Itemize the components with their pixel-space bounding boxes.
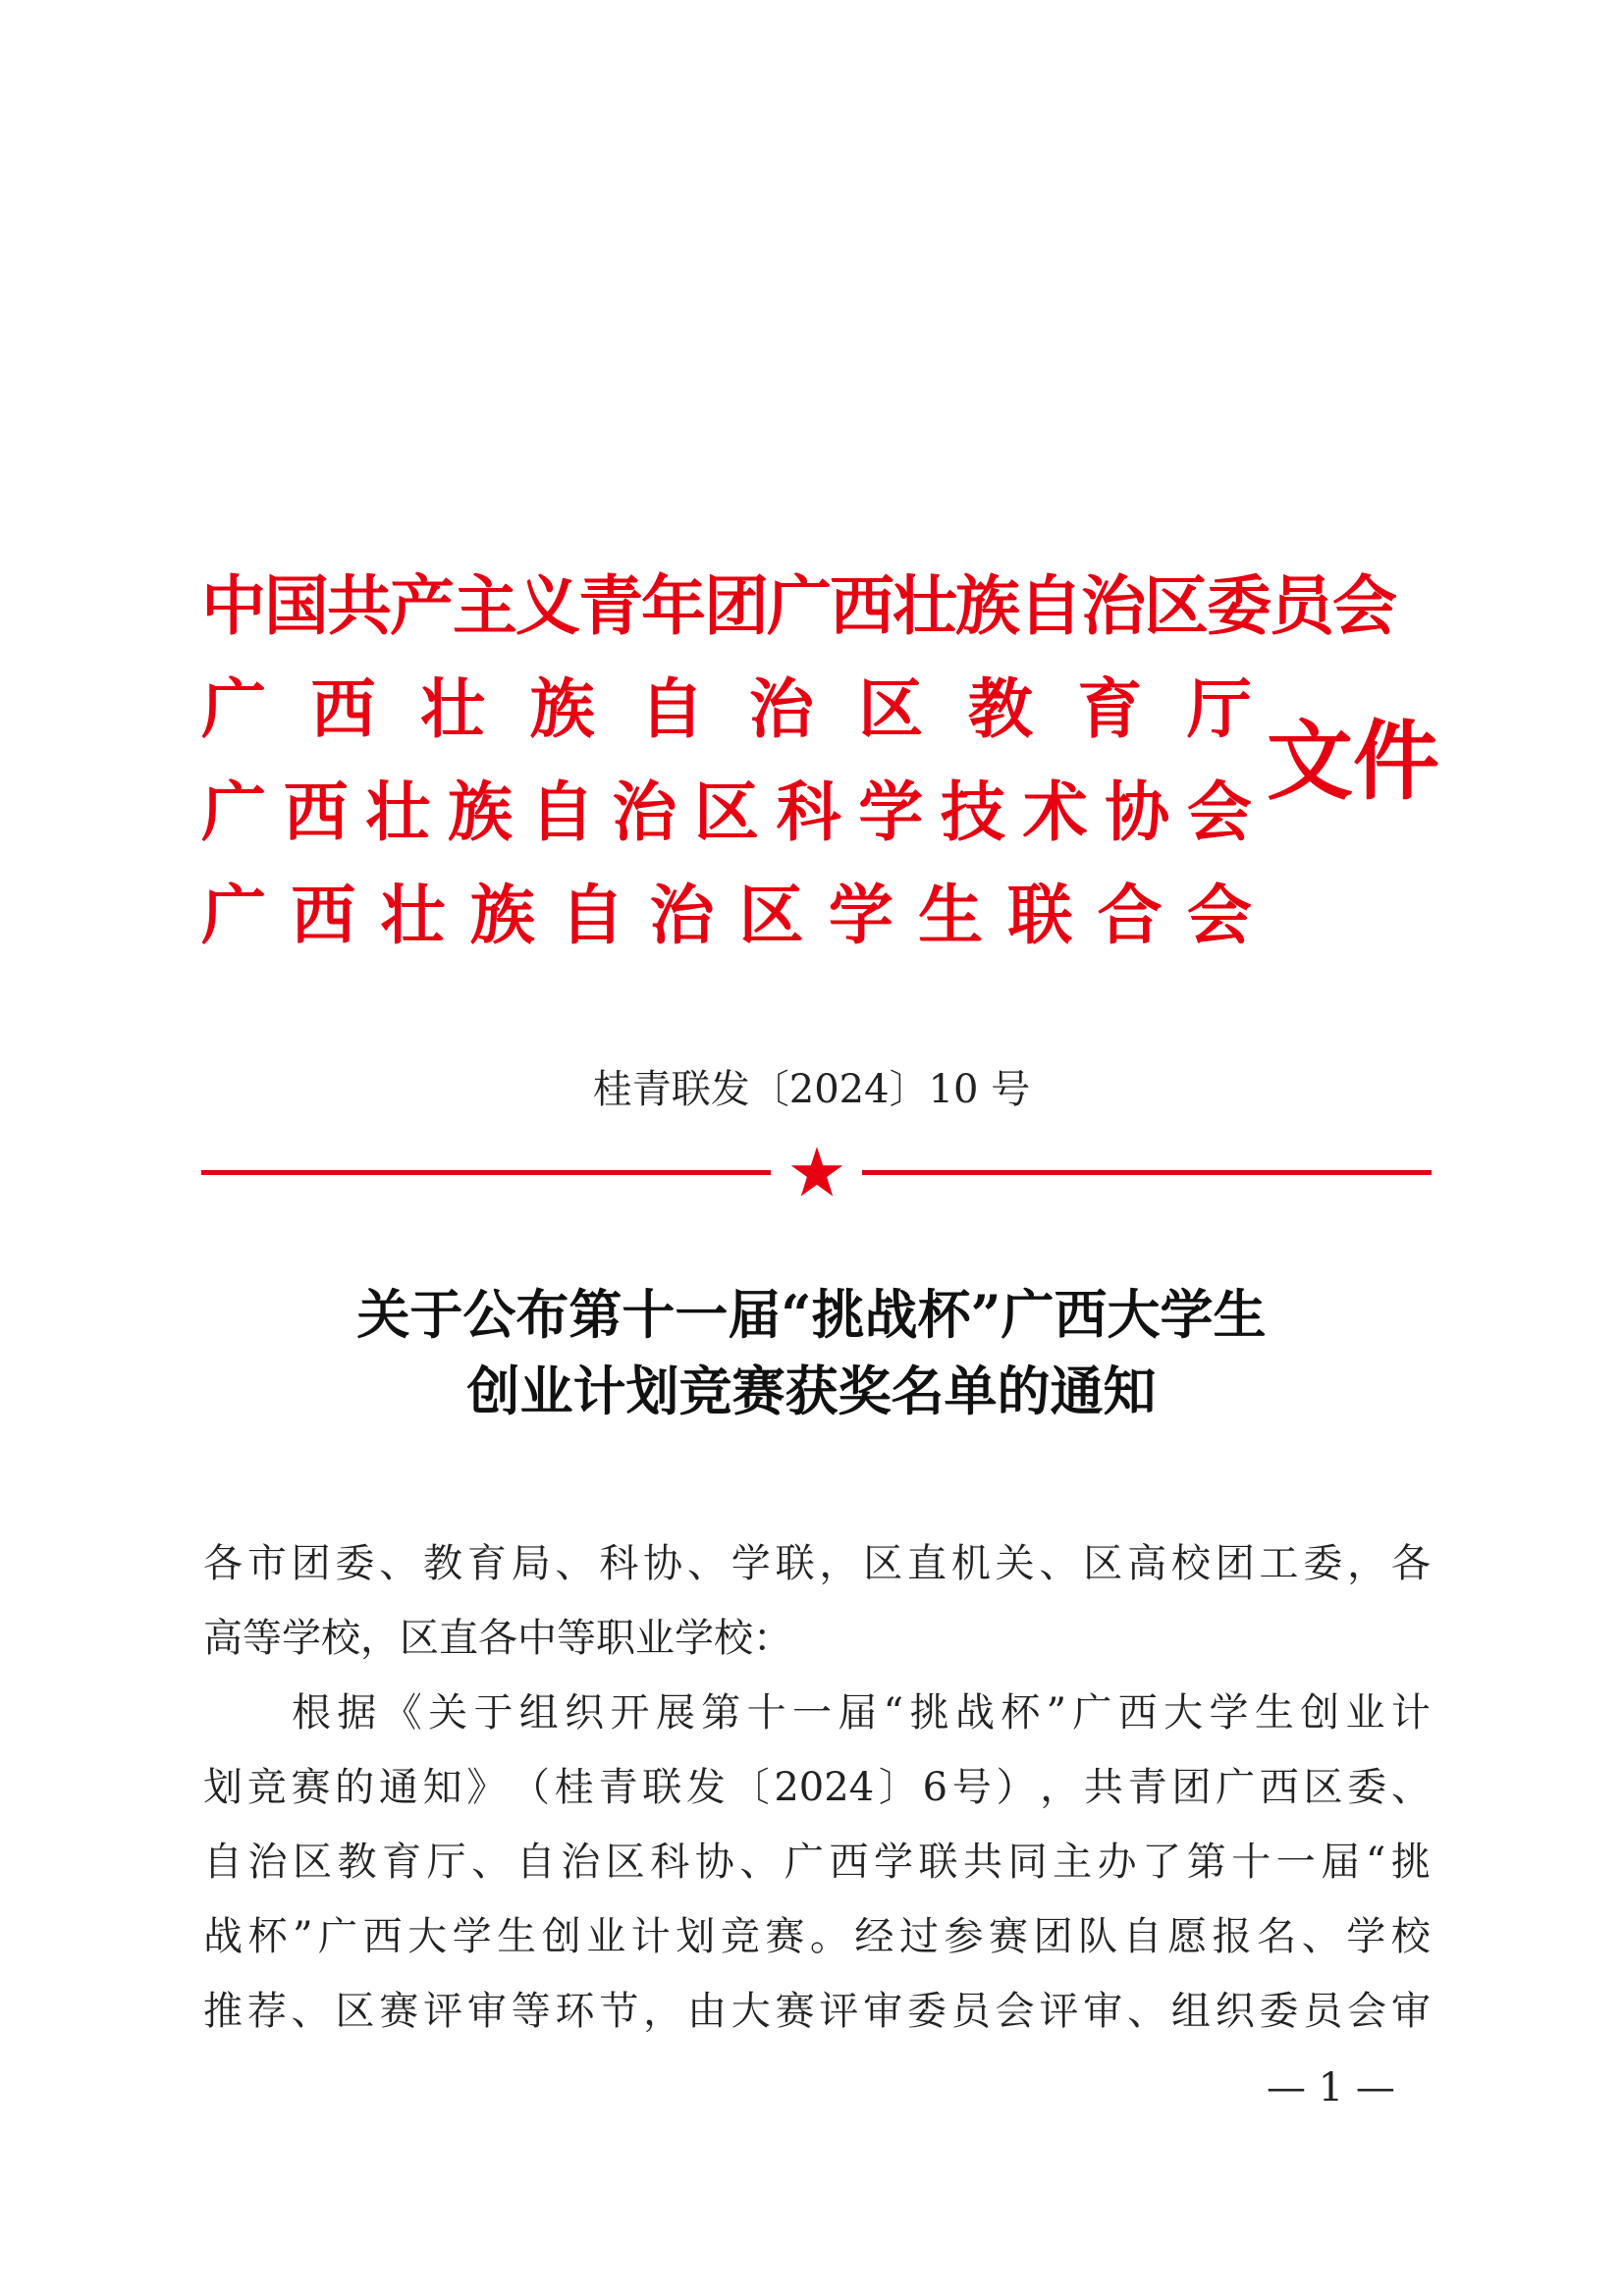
text-glyph: 西: [362, 1914, 403, 1959]
text-glyph: 主: [453, 567, 515, 644]
text-glyph: 届: [1321, 1840, 1361, 1885]
text-glyph: 赛: [989, 1914, 1029, 1959]
text-glyph: 治: [561, 1840, 601, 1885]
text-glyph: 员: [1303, 1989, 1343, 2034]
page-number: — 1 —: [1267, 2065, 1395, 2110]
text-glyph: 科: [776, 774, 841, 850]
text-glyph: 西: [310, 670, 376, 747]
text-glyph: 通: [378, 1765, 418, 1810]
red-divider-left: [201, 1170, 771, 1175]
body-line-2: 高等学校，区直各中等职业学校：: [203, 1616, 792, 1661]
text-glyph: 知: [422, 1765, 462, 1810]
text-glyph: 联: [775, 1541, 815, 1586]
text-glyph: 育: [1077, 670, 1143, 747]
text-glyph: 关: [995, 1541, 1035, 1586]
text-glyph: 广: [201, 774, 266, 850]
text-glyph: 委: [907, 1989, 947, 2034]
text-glyph: 自: [1018, 567, 1081, 644]
text-glyph: 审: [466, 1989, 507, 2034]
text-glyph: 团: [704, 567, 767, 644]
text-glyph: 关: [428, 1690, 468, 1735]
text-glyph: 等: [511, 1989, 551, 2034]
text-glyph: 杯: [247, 1914, 288, 1959]
text-glyph: 据: [337, 1690, 377, 1735]
text-glyph: 自: [203, 1840, 243, 1885]
text-glyph: 根: [292, 1690, 331, 1735]
text-glyph: 、: [1390, 1765, 1431, 1810]
text-glyph: 族: [447, 774, 513, 850]
text-glyph: 学: [858, 774, 924, 850]
text-glyph: ”: [1046, 1690, 1067, 1735]
text-glyph: 科: [599, 1541, 639, 1586]
document-body: [203, 1526, 1431, 2049]
text-glyph: 由: [686, 1989, 727, 2034]
text-glyph: 区: [858, 670, 924, 747]
document-number: 桂青联发〔2024〕10 号: [592, 1067, 1031, 1112]
text-glyph: 、: [739, 1840, 780, 1885]
text-glyph: 协: [643, 1541, 683, 1586]
text-glyph: 各: [203, 1541, 243, 1586]
text-glyph: 教: [337, 1840, 377, 1885]
text-glyph: 西: [829, 1840, 869, 1885]
text-glyph: 学: [452, 1914, 492, 1959]
text-glyph: 区: [863, 1541, 903, 1586]
text-glyph: 教: [423, 1541, 463, 1586]
text-glyph: 发: [685, 1765, 726, 1810]
text-glyph: 竞: [720, 1914, 760, 1959]
text-glyph: 团: [1033, 1914, 1073, 1959]
body-line-1: [203, 1526, 1431, 1601]
text-glyph: 青: [1127, 1765, 1167, 1810]
text-glyph: 战: [203, 1914, 243, 1959]
text-glyph: 自: [639, 670, 705, 747]
text-glyph: 织: [1215, 1989, 1255, 2034]
text-glyph: 计: [1390, 1690, 1431, 1735]
text-glyph: 壮: [893, 567, 955, 644]
text-glyph: 计: [630, 1914, 671, 1959]
text-glyph: ，: [1040, 1765, 1080, 1810]
text-glyph: 6: [922, 1765, 948, 1810]
body-line-4: [203, 1750, 1431, 1825]
text-glyph: 节: [599, 1989, 639, 2034]
text-glyph: 术: [1022, 774, 1088, 850]
text-glyph: 赛: [765, 1914, 805, 1959]
text-glyph: 号: [951, 1765, 992, 1810]
text-glyph: 委: [1303, 1541, 1343, 1586]
text-glyph: 大: [1163, 1690, 1204, 1735]
text-glyph: 校: [1170, 1541, 1211, 1586]
text-glyph: 各: [1390, 1541, 1431, 1586]
text-glyph: 科: [650, 1840, 690, 1885]
text-glyph: ，: [1347, 1541, 1387, 1586]
text-glyph: 划: [203, 1765, 243, 1810]
text-glyph: 校: [1390, 1914, 1431, 1959]
text-glyph: 区: [1083, 1541, 1123, 1586]
text-glyph: 于: [473, 1690, 514, 1735]
text-glyph: 推: [203, 1989, 243, 2034]
text-glyph: 业: [1345, 1690, 1385, 1735]
text-glyph: 织: [565, 1690, 605, 1735]
text-glyph: 员: [950, 1989, 991, 2034]
text-glyph: 审: [1390, 1989, 1431, 2034]
text-glyph: 广: [767, 567, 830, 644]
text-glyph: 员: [1270, 567, 1332, 644]
text-glyph: 治: [1081, 567, 1144, 644]
text-glyph: 年: [641, 567, 704, 644]
text-glyph: 合: [1097, 877, 1163, 953]
text-glyph: 业: [586, 1914, 626, 1959]
text-glyph: 、: [1127, 1989, 1167, 2034]
text-glyph: 展: [655, 1690, 695, 1735]
red-divider-right: [862, 1170, 1432, 1175]
text-glyph: 区: [693, 774, 759, 850]
text-glyph: 协: [694, 1840, 734, 1885]
text-glyph: 同: [1007, 1840, 1048, 1885]
text-glyph: 挑: [1390, 1840, 1431, 1885]
text-glyph: 杯: [1001, 1690, 1041, 1735]
text-glyph: 环: [555, 1989, 595, 2034]
text-glyph: 》: [466, 1765, 507, 1810]
text-glyph: 会: [1332, 567, 1395, 644]
text-glyph: 审: [1083, 1989, 1123, 2034]
text-glyph: 义: [515, 567, 578, 644]
text-glyph: 第: [1186, 1840, 1226, 1885]
text-glyph: 赛: [291, 1765, 331, 1810]
text-glyph: 学: [1209, 1690, 1249, 1735]
text-glyph: 西: [830, 567, 893, 644]
text-glyph: 自: [560, 877, 625, 953]
text-glyph: 中: [201, 567, 264, 644]
text-glyph: 育: [466, 1541, 507, 1586]
text-glyph: 桂: [554, 1765, 594, 1810]
text-glyph: 会: [1186, 877, 1252, 953]
text-glyph: 局: [511, 1541, 551, 1586]
text-glyph: ）: [996, 1765, 1036, 1810]
text-glyph: 西: [1117, 1690, 1158, 1735]
body-line-5: [203, 1825, 1431, 1899]
text-glyph: 的: [335, 1765, 375, 1810]
text-glyph: 技: [940, 774, 1005, 850]
text-glyph: 评: [1039, 1989, 1079, 2034]
text-glyph: 广: [201, 670, 266, 747]
text-glyph: 赛: [775, 1989, 815, 2034]
text-glyph: 产: [390, 567, 453, 644]
text-glyph: 。: [809, 1914, 849, 1959]
text-glyph: ”: [293, 1914, 313, 1959]
text-glyph: 区: [293, 1840, 333, 1885]
text-glyph: 壮: [365, 774, 431, 850]
text-glyph: 队: [1078, 1914, 1118, 1959]
text-glyph: 自: [529, 774, 595, 850]
text-glyph: 届: [838, 1690, 878, 1735]
text-glyph: 创: [541, 1914, 581, 1959]
text-glyph: 主: [1053, 1840, 1093, 1885]
issuer-line-2: [201, 658, 1252, 761]
text-glyph: 委: [1207, 567, 1270, 644]
text-glyph: 广: [318, 1914, 358, 1959]
text-glyph: 族: [469, 877, 535, 953]
text-glyph: 学: [730, 1541, 771, 1586]
text-glyph: 生: [1254, 1690, 1294, 1735]
text-glyph: 愿: [1167, 1914, 1208, 1959]
text-glyph: 学: [828, 877, 893, 953]
text-glyph: ，: [643, 1989, 683, 2034]
text-glyph: 荐: [246, 1989, 287, 2034]
text-glyph: 〔: [730, 1765, 770, 1810]
text-glyph: 评: [819, 1989, 859, 2034]
text-glyph: 、: [555, 1541, 595, 1586]
text-glyph: 办: [1097, 1840, 1137, 1885]
text-glyph: 赛: [379, 1989, 419, 2034]
text-glyph: 、: [379, 1541, 419, 1586]
text-glyph: 族: [955, 567, 1018, 644]
text-glyph: 生: [497, 1914, 537, 1959]
text-glyph: 厅: [426, 1840, 466, 1885]
text-glyph: 厅: [1186, 670, 1252, 747]
text-glyph: 广: [1072, 1690, 1112, 1735]
text-glyph: 自: [515, 1840, 556, 1885]
text-glyph: 十: [1231, 1840, 1271, 1885]
text-glyph: 协: [1105, 774, 1170, 850]
text-glyph: 、: [1301, 1914, 1341, 1959]
text-glyph: 竞: [246, 1765, 287, 1810]
text-glyph: 教: [967, 670, 1033, 747]
text-glyph: 区: [605, 1840, 645, 1885]
text-glyph: 西: [291, 877, 356, 953]
text-glyph: 大: [407, 1914, 448, 1959]
text-glyph: 参: [944, 1914, 984, 1959]
text-glyph: 创: [1300, 1690, 1340, 1735]
text-glyph: 国: [264, 567, 327, 644]
body-line-7: [203, 1974, 1431, 2049]
issuer-line-1: [201, 555, 1395, 658]
body-line-6: [203, 1899, 1431, 1974]
text-glyph: 2024: [774, 1765, 875, 1810]
text-glyph: 委: [1259, 1989, 1299, 2034]
text-glyph: 组: [518, 1690, 559, 1735]
text-glyph: 族: [529, 670, 595, 747]
text-glyph: 〕: [878, 1765, 918, 1810]
text-glyph: 区: [335, 1989, 375, 2034]
text-glyph: 育: [382, 1840, 422, 1885]
text-glyph: 生: [918, 877, 984, 953]
text-glyph: 挑: [909, 1690, 949, 1735]
text-glyph: 治: [247, 1840, 288, 1885]
text-glyph: 区: [1144, 567, 1207, 644]
text-glyph: 治: [748, 670, 814, 747]
text-glyph: 委: [1347, 1765, 1387, 1810]
text-glyph: 一: [791, 1690, 832, 1735]
text-glyph: 团: [1171, 1765, 1212, 1810]
text-glyph: 大: [730, 1989, 771, 2034]
text-glyph: 、: [686, 1541, 727, 1586]
text-glyph: 广: [1216, 1765, 1256, 1810]
text-glyph: 团: [291, 1541, 331, 1586]
text-glyph: 名: [1257, 1914, 1297, 1959]
text-glyph: 高: [1127, 1541, 1167, 1586]
text-glyph: 组: [1170, 1989, 1211, 2034]
text-glyph: 青: [578, 567, 641, 644]
text-glyph: 壮: [420, 670, 486, 747]
text-glyph: 广: [201, 877, 266, 953]
text-glyph: 、: [471, 1840, 512, 1885]
text-glyph: 共: [327, 567, 390, 644]
text-glyph: 十: [746, 1690, 786, 1735]
document-type-label: 文件: [1267, 710, 1440, 812]
text-glyph: 经: [854, 1914, 894, 1959]
text-glyph: 联: [1007, 877, 1073, 953]
text-glyph: （: [511, 1765, 551, 1810]
text-glyph: 治: [649, 877, 715, 953]
text-glyph: 西: [283, 774, 349, 850]
text-glyph: 广: [784, 1840, 824, 1885]
text-glyph: 、: [291, 1989, 331, 2034]
text-glyph: 会: [1347, 1989, 1387, 2034]
text-glyph: 学: [1346, 1914, 1386, 1959]
text-glyph: 过: [898, 1914, 939, 1959]
text-glyph: 团: [1215, 1541, 1255, 1586]
issuer-line-3: [201, 761, 1252, 864]
title-line-1: 关于公布第十一届“挑战杯”广西大学生: [356, 1283, 1267, 1346]
text-glyph: 评: [423, 1989, 463, 2034]
text-glyph: 联: [918, 1840, 958, 1885]
text-glyph: 联: [642, 1765, 682, 1810]
text-glyph: 区: [738, 877, 804, 953]
text-glyph: 西: [1259, 1765, 1299, 1810]
document-title: [0, 1276, 1623, 1429]
text-glyph: 战: [954, 1690, 995, 1735]
text-glyph: 自: [1122, 1914, 1163, 1959]
text-glyph: “: [883, 1690, 904, 1735]
text-glyph: 报: [1212, 1914, 1252, 1959]
text-glyph: 机: [950, 1541, 991, 1586]
text-glyph: 委: [335, 1541, 375, 1586]
text-glyph: 划: [676, 1914, 716, 1959]
text-glyph: 共: [963, 1840, 1003, 1885]
body-line-3: [203, 1676, 1431, 1750]
text-glyph: 市: [246, 1541, 287, 1586]
text-glyph: 直: [907, 1541, 947, 1586]
text-glyph: 、: [1039, 1541, 1079, 1586]
text-glyph: 学: [873, 1840, 913, 1885]
text-glyph: 《: [382, 1690, 422, 1735]
text-glyph: ，: [819, 1541, 859, 1586]
text-glyph: 青: [598, 1765, 638, 1810]
text-glyph: 工: [1259, 1541, 1299, 1586]
text-glyph: “: [1365, 1840, 1386, 1885]
title-line-2: 创业计划竞赛获奖名单的通知: [466, 1360, 1157, 1422]
text-glyph: 会: [1186, 774, 1252, 850]
text-glyph: 共: [1083, 1765, 1123, 1810]
text-glyph: 区: [1303, 1765, 1343, 1810]
text-glyph: 审: [863, 1989, 903, 2034]
text-glyph: 第: [701, 1690, 741, 1735]
issuer-line-4: [201, 864, 1252, 967]
text-glyph: 会: [995, 1989, 1035, 2034]
text-glyph: 了: [1142, 1840, 1182, 1885]
star-icon: [789, 1145, 844, 1200]
text-glyph: 一: [1275, 1840, 1316, 1885]
text-glyph: 壮: [380, 877, 446, 953]
text-glyph: 开: [610, 1690, 650, 1735]
text-glyph: 治: [612, 774, 677, 850]
